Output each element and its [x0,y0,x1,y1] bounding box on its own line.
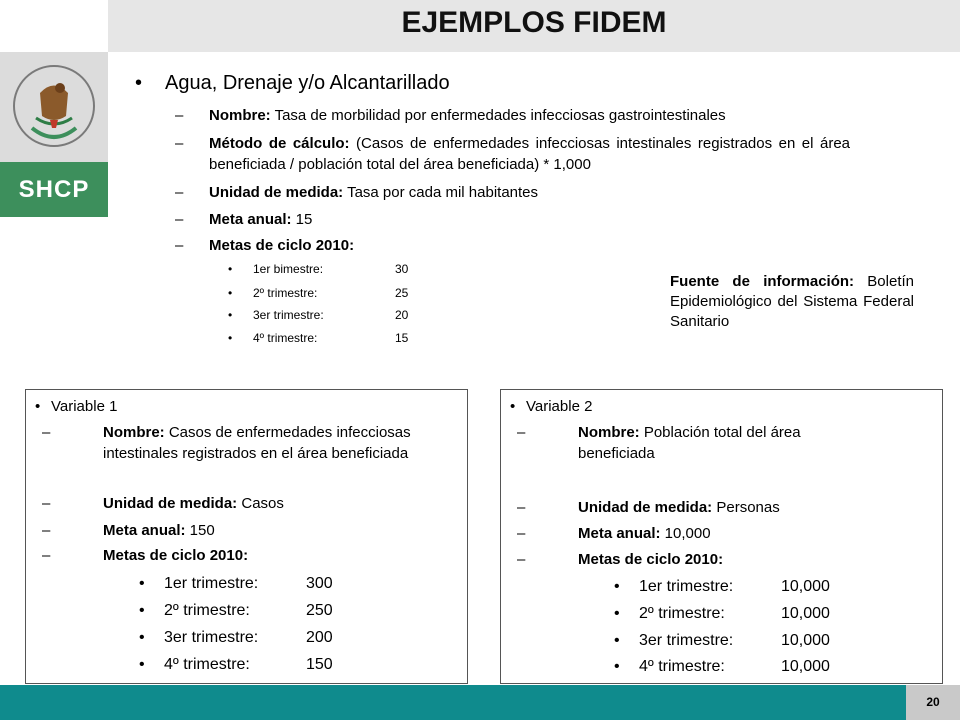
v1-nombre: – Nombre: Casos de enfermedades infecciosas intestinales registrados en el área beneficiada [42,424,411,462]
v2-meta-row: • 3er trimestre: 10,000 [614,632,830,649]
meta-row: • 1er bimestre: 30 [228,262,409,276]
item-unidad: – Unidad de medida: Tasa por cada mil habitantes [175,184,539,201]
meta-row: • 2º trimestre: 25 [228,286,409,300]
v2-unidad: – Unidad de medida: Personas [517,499,780,516]
meta-row: • 3er trimestre: 20 [228,308,409,322]
variable2-panel [500,389,943,684]
v2-meta-row: • 1er trimestre: 10,000 [614,578,830,595]
v1-meta-row: • 3er trimestre: 200 [139,629,333,646]
main-heading: • Agua, Drenaje y/o Alcantarillado [135,72,450,94]
item-meta-anual: – Meta anual: 15 [175,211,313,228]
footer-bar [0,685,960,720]
meta-row: • 4º trimestre: 15 [228,331,409,345]
v1-meta-anual: – Meta anual: 150 [42,522,215,539]
fuente-informacion: Fuente de información: Boletín Epidemiológico del Sistema Federal Sanitario [670,273,914,330]
v2-meta-row: • 2º trimestre: 10,000 [614,605,830,622]
variable1-panel [25,389,468,684]
bullet-icon: • [135,72,143,94]
variable1-title: • Variable 1 [35,398,118,415]
v1-meta-row: • 2º trimestre: 250 [139,602,333,619]
item-metodo: – Método de cálculo: (Casos de enfermedades infecciosas intestinales registrados en el área beneficiada / población total del área beneficiada) * 1,000 [175,135,851,173]
page-title: EJEMPLOS FIDEM [401,6,667,39]
item-nombre: – Nombre: Tasa de morbilidad por enfermedades infecciosas gastrointestinales [175,107,726,124]
shcp-logo-text: SHCP [0,162,108,217]
variable2-title: • Variable 2 [510,398,593,415]
mexican-seal-logo [10,58,98,158]
v2-metas-ciclo: – Metas de ciclo 2010: [517,551,724,568]
v2-meta-anual: – Meta anual: 10,000 [517,525,711,542]
page-number: 20 [906,685,960,720]
v1-meta-row: • 1er trimestre: 300 [139,575,333,592]
v1-meta-row: • 4º trimestre: 150 [139,656,333,673]
v2-meta-row: • 4º trimestre: 10,000 [614,658,830,675]
v1-metas-ciclo: – Metas de ciclo 2010: [42,547,249,564]
v1-unidad: – Unidad de medida: Casos [42,495,284,512]
item-metas-ciclo: – Metas de ciclo 2010: [175,237,355,254]
v2-nombre: – Nombre: Población total del área beneficiada [517,424,801,462]
